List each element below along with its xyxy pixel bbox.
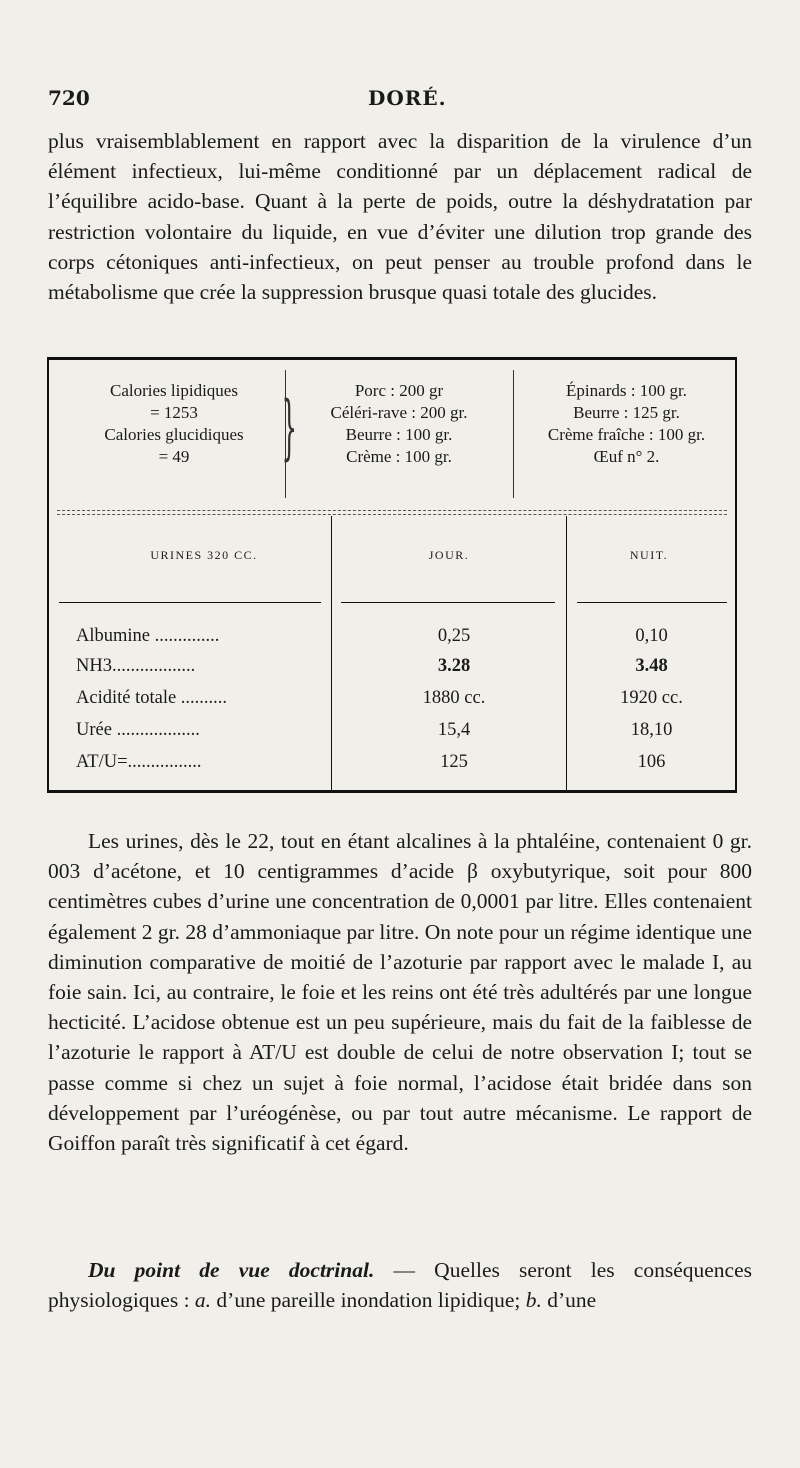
row-label: Acidité totale .......... [76,688,228,708]
paragraph-3-text: d’une pareille inondation lipidique; [211,1288,526,1313]
calorie-column [69,380,279,468]
header-rule [341,602,555,603]
jour-value: 1880 cc. [422,688,486,708]
paragraph-1: plus vraisemblablement en rapport avec la disparition de la virulence d’un élément infectieux, lui-même conditionné par un déplacement radical de l’équilibre acido-base. Quant à la perte de poids, outre la déshydratation par restriction volontaire du liquide, en vue d’éviter une dilution trop grande des corps cétoniques anti-infectieux, on peut penser au trouble profond dans le métabolisme que crée la suppression brusque quasi totale des glucides. [48,129,752,305]
section-heading: Du point de vue doctrinal. [88,1258,375,1282]
meal-item: Épinards : 100 gr. [566,381,687,400]
nuit-value: 106 [637,752,666,772]
nuit-value: 1920 cc. [620,688,683,708]
table-row [49,656,735,686]
nuit-value: 18,10 [630,720,673,740]
jour-value: 0,25 [437,626,471,646]
data-table [47,357,737,793]
dashed-separator [57,510,727,511]
header-urines: URINES 320 CC. [150,548,258,562]
row-label: AT/U=................ [76,752,202,772]
diet-divider [285,370,286,498]
header-nuit: NUIT. [629,548,669,562]
dashed-separator [57,514,727,515]
row-label: Urée .................. [76,720,200,740]
meal-column-2 [519,380,734,468]
meal-item: Céléri-rave : 200 gr. [330,403,468,422]
left-brace: } [281,386,298,468]
urine-header [49,518,735,600]
calorie-line: Calories glucidiques [104,425,244,444]
jour-value: 15,4 [437,720,471,740]
meal-item: Œuf n° 2. [593,447,660,466]
calorie-line: = 49 [158,447,190,466]
nuit-value: 3.48 [635,656,668,676]
meal-item: Beurre : 100 gr. [345,425,453,444]
paragraph-3-text: — Quelles seront les conséquences physiologiques : [48,1258,752,1313]
table-row [49,752,735,782]
paragraph-3-text: d’une [541,1288,597,1313]
meal-item: Beurre : 125 gr. [573,403,680,422]
header-jour: JOUR. [428,548,470,562]
header-rule [59,602,321,603]
page-number: 720 [48,86,90,110]
calorie-line: = 1253 [150,403,198,422]
nuit-value: 0,10 [635,626,668,646]
paragraph-2: Les urines, dès le 22, tout en étant alcalines à la phtaléine, contenaient 0 gr. 003 d’acétone, et 10 centigrammes d’acide β oxybutyrique, soit pour 800 centimètres cubes d’urine une concentration de 0,0001 par litre. Elles contenaient également 2 gr. 28 d’ammoniaque par litre. On note pour un régime identique une diminution comparative de moitié de l’azoturie par rapport avec le malade I, au foie sain. Ici, au contraire, le foie et les reins ont été très adultérés par une longue hecticité. L’acidose obtenue est un peu supérieure, mais du fait de la faiblesse de l’azoturie le rapport à AT/U est double de celui de notre observation I; tout se passe comme si chez un sujet à foie normal, l’acidose était bridée dans son développement par l’uréogénèse, ou par tout autre mécanisme. Le rapport de Goiffon paraît très significatif à cet égard. [48,829,752,1156]
table-row [49,688,735,718]
jour-value: 125 [440,752,468,772]
row-label: NH3.................. [76,656,196,676]
header-rule [577,602,727,603]
meal-column-1 [289,380,509,468]
diet-row [49,360,735,508]
jour-value: 3.28 [437,656,471,676]
meal-item: Porc : 200 gr [354,381,444,400]
paragraph-3 [48,1255,752,1315]
calorie-line: Calories lipidiques [110,381,238,400]
diet-divider [513,370,514,498]
enum-a: a. [194,1288,212,1313]
page-header [48,86,748,116]
meal-item: Crème : 100 gr. [346,447,452,466]
enum-b: b. [525,1288,542,1313]
row-label: Albumine .............. [76,626,220,646]
meal-item: Crème fraîche : 100 gr. [547,425,706,444]
running-title: DORÉ. [368,86,447,110]
table-row [49,626,735,656]
table-row [49,720,735,750]
